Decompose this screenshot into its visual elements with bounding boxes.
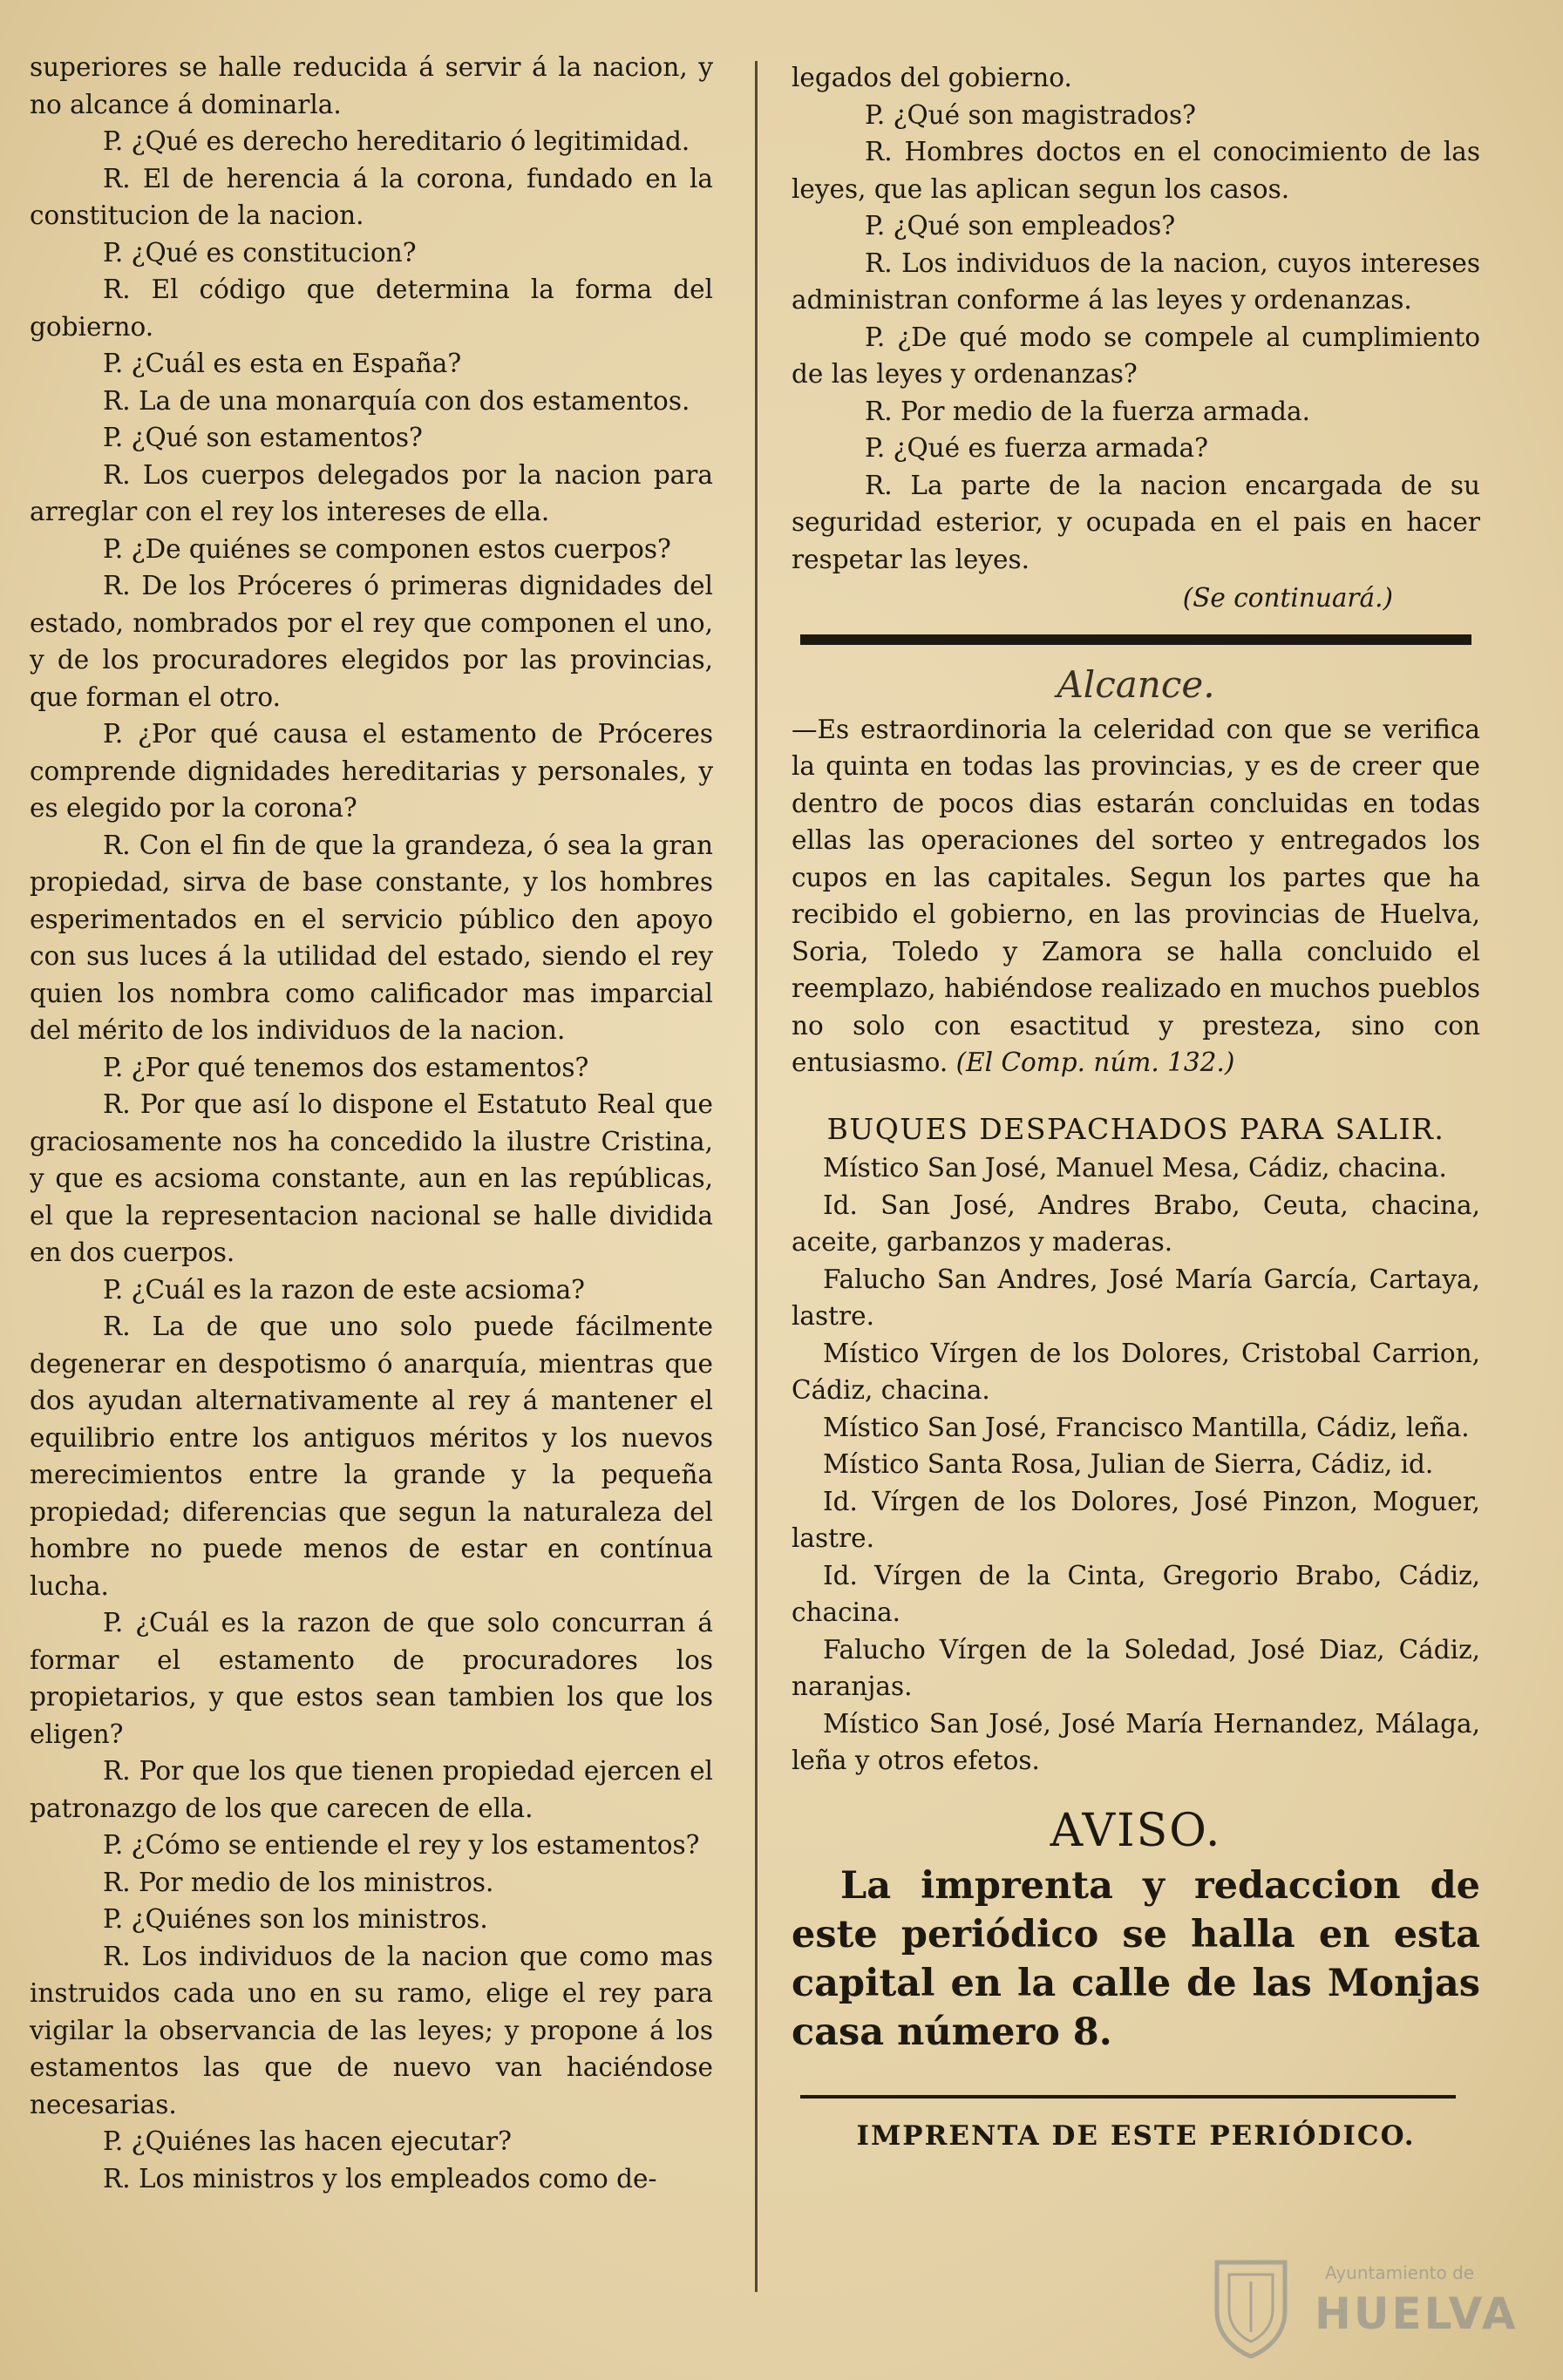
buque-entry: Id. Vírgen de la Cinta, Gregorio Brabo, Cádiz, chacina. — [792, 1560, 1480, 1627]
buque-entry: Id. San José, Andres Brabo, Ceuta, chacina, aceite, garbanzos y maderas. — [792, 1190, 1480, 1257]
catechism-line: R. La de una monarquía con dos estamentos. — [103, 385, 690, 416]
catechism-line: P. ¿Qué son estamentos? — [103, 423, 423, 452]
catechism-line: R. El código que determina la forma del gobierno. — [30, 275, 713, 342]
catechism-line: P. ¿Por qué causa el estamento de Próceres comprende dignidades hereditarias y personales, y es elegido por la corona? — [30, 719, 713, 823]
buque-entry: Místico Vírgen de los Dolores, Cristobal Carrion, Cádiz, chacina. — [792, 1338, 1480, 1405]
aviso-title: AVISO. — [1050, 1804, 1222, 1857]
left-column — [30, 49, 713, 2197]
alcance-section — [792, 661, 1480, 1082]
catechism-continuation: legados del gobierno. — [792, 63, 1072, 92]
buque-entry: Místico San José, Francisco Mantilla, Cádiz, leña. — [823, 1412, 1470, 1442]
catechism-line: R. Los individuos de la nacion que como mas instruidos cada uno en su ramo, elige el rey para vigilar la observancia de las leyes; y propone á los estamentos las que de nuevo van haciéndose necesarias. — [30, 1941, 713, 2119]
footer-rule — [800, 2095, 1456, 2099]
catechism-line: P. ¿Qué son empleados? — [865, 211, 1176, 241]
catechism-continuation — [792, 59, 1480, 578]
catechism-continuation: superiores se halle reducida á servir á la nacion, y no alcance á dominarla. — [30, 52, 713, 119]
catechism-line: R. Los ministros y los empleados como de- — [103, 2163, 657, 2194]
buques-title: BUQUES DESPACHADOS PARA SALIR. — [826, 1111, 1445, 1146]
catechism-line: P. ¿Cuál es la razon de que solo concurran á formar el estamento de procuradores los propietarios, y que estos sean tambien los que los eligen? — [30, 1608, 713, 1749]
watermark-caption: Ayuntamiento de — [1325, 2262, 1475, 2283]
buque-entry: Falucho Vírgen de la Soledad, José Diaz, Cádiz, naranjas. — [792, 1634, 1480, 1701]
catechism-line: P. ¿Cuál es la razon de este acsioma? — [103, 1274, 585, 1305]
aviso-body: La imprenta y redaccion de este periódico se halla en esta capital en la calle de las Monjas casa número 8. — [792, 1863, 1480, 2054]
catechism-line: P. ¿Cuál es esta en España? — [103, 349, 462, 378]
catechism-line: P. ¿Qué es derecho hereditario ó legitimidad. — [103, 126, 690, 156]
right-column — [792, 59, 1480, 2154]
catechism-line: R. La parte de la nacion encargada de su seguridad esterior, y ocupada en el pais en hacer respetar las leyes. — [792, 470, 1480, 574]
buque-entry: Falucho San Andres, José María García, Cartaya, lastre. — [792, 1264, 1480, 1331]
buque-entry: Místico San José, José María Hernandez, Málaga, leña y otros efetos. — [792, 1708, 1480, 1775]
section-rule — [800, 634, 1471, 645]
watermark-name: HUELVA — [1315, 2288, 1519, 2339]
catechism-line: R. De los Próceres ó primeras dignidades del estado, nombrados por el rey que componen el uno, y de los procuradores elegidos por las provincias, que forman el otro. — [30, 571, 713, 712]
catechism-line: R. Los cuerpos delegados por la nacion para arreglar con el rey los intereses de ella. — [30, 459, 713, 526]
continuation-note: (Se continuará.) — [1182, 583, 1393, 613]
catechism-line: P. ¿Por qué tenemos dos estamentos? — [103, 1052, 589, 1082]
alcance-source: (El Comp. núm. 132.) — [955, 1048, 1235, 1077]
catechism-line: P. ¿Quiénes las hacen ejecutar? — [103, 2126, 512, 2156]
alcance-body — [792, 711, 1480, 1082]
catechism-line: R. El de herencia á la corona, fundado en la constitucion de la nacion. — [30, 163, 713, 230]
catechism-line: R. Por medio de los ministros. — [103, 1867, 494, 1897]
catechism-line: P. ¿Qué es constitucion? — [103, 237, 417, 268]
buque-entry: Id. Vírgen de los Dolores, José Pinzon, Moguer, lastre. — [792, 1486, 1480, 1553]
catechism-line: P. ¿Quiénes son los ministros. — [103, 1904, 488, 1934]
catechism-line: R. Con el fin de que la grandeza, ó sea la gran propiedad, sirva de base constante, y los hombres esperimentados en el servicio público den apoyo con sus luces á la utilidad del estado, siendo el rey quien los nombra como calificador mas imparcial del mérito de los individuos de la nacion. — [30, 830, 713, 1045]
alcance-title: Alcance. — [1057, 662, 1215, 706]
column-divider — [755, 61, 758, 2292]
buque-entry: Místico San José, Manuel Mesa, Cádiz, chacina. — [823, 1153, 1447, 1183]
catechism-line: P. ¿Qué son magistrados? — [865, 99, 1196, 130]
archive-watermark — [1212, 2257, 1519, 2362]
catechism-line: P. ¿De qué modo se compele al cumplimiento de las leyes y ordenanzas? — [792, 322, 1480, 389]
buque-entry: Místico Santa Rosa, Julian de Sierra, Cádiz, id. — [823, 1449, 1434, 1479]
catechism-line: P. ¿De quiénes se componen estos cuerpos? — [103, 533, 671, 564]
catechism-line: R. Hombres doctos en el conocimiento de las leyes, que las aplican segun los casos. — [792, 137, 1480, 204]
catechism-line: R. Por que así lo dispone el Estatuto Real que graciosamente nos ha concedido la ilustre Cristina, y que es acsioma constante, aun en las repúblicas, el que la representacion nacional se halle dividida en dos cuerpos. — [30, 1089, 713, 1267]
buques-section — [792, 1111, 1480, 1780]
alcance-text: —Es estraordinoria la celeridad con que se verifica la quinta en todas las provincias, y es de creer que dentro de pocos dias estarán concluidas en todas ellas las operaciones del sorteo y entregados los cupos en las capitales. Segun los partes que ha recibido el gobierno, en las provincias de Huelva, Soria, Toledo y Zamora se halla concluido el reemplazo, habiéndose realizado en muchos pueblos no solo con esactitud y presteza, sino con entusiasmo. — [792, 714, 1480, 1077]
catechism-line: P. ¿Qué es fuerza armada? — [865, 433, 1208, 463]
catechism-line: R. Por que los que tienen propiedad ejercen el patronazgo de los que carecen de ella. — [30, 1756, 713, 1823]
huelva-shield-icon — [1212, 2257, 1290, 2358]
catechism-line: R. Los individuos de la nacion, cuyos intereses administran conforme á las leyes y ordenanzas. — [792, 247, 1480, 315]
imprenta-footer: IMPRENTA DE ESTE PERIÓDICO. — [856, 2119, 1416, 2152]
catechism-line: P. ¿Cómo se entiende el rey y los estamentos? — [103, 1830, 700, 1860]
buques-list — [792, 1149, 1480, 1780]
catechism-line: R. Por medio de la fuerza armada. — [865, 396, 1310, 426]
catechism-line: R. La de que uno solo puede fácilmente degenerar en despotismo ó anarquía, mientras que dos ayudan alternativamente al rey á mantener el equilibrio entre los antiguos méritos y los nuevos merecimientos entre la grande y la pequeña propiedad; diferencias que segun la naturaleza del hombre no puede menos de estar en contínua lucha. — [30, 1312, 713, 1601]
